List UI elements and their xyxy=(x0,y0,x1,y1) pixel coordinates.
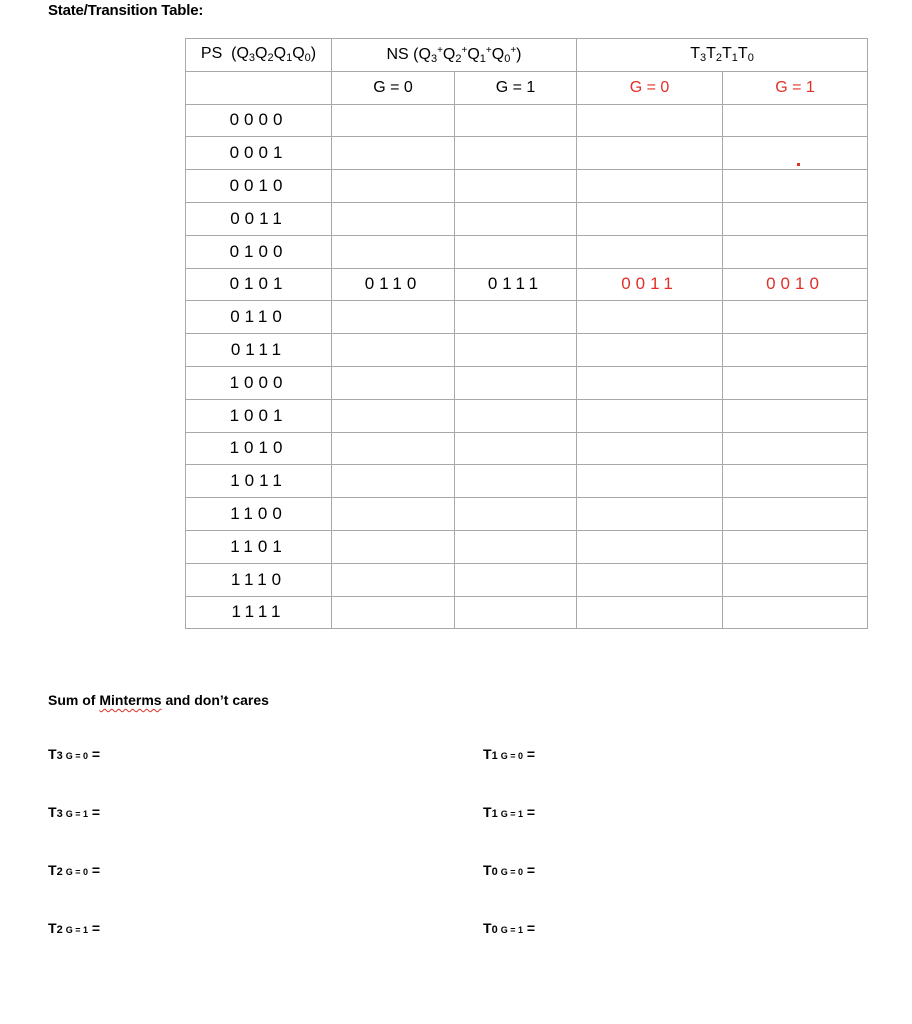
t-g1-cell xyxy=(723,104,868,137)
ps-cell: 1101 xyxy=(186,530,332,563)
ns-g0-header: G = 0 xyxy=(332,71,455,104)
summary-title xyxy=(48,692,269,708)
equation-t: T xyxy=(483,746,492,762)
ps-cell: 0010 xyxy=(186,170,332,203)
equation-eq: = xyxy=(87,746,101,762)
table-row xyxy=(186,432,868,465)
equation-g: G = 0 xyxy=(65,751,88,761)
equation-g: G = 1 xyxy=(65,809,88,819)
equation-label xyxy=(483,746,535,762)
t-g1-cell xyxy=(723,465,868,498)
equation-t: T xyxy=(48,804,57,820)
ns-g1-cell xyxy=(455,137,577,170)
equation-eq: = xyxy=(87,920,101,936)
equation-eq: = xyxy=(522,920,536,936)
t-g0-cell xyxy=(577,399,723,432)
ns-g0-cell xyxy=(332,366,455,399)
equation-g: G = 1 xyxy=(65,925,88,935)
table-row xyxy=(186,465,868,498)
t-g1-cell xyxy=(723,399,868,432)
t-g0-cell xyxy=(577,202,723,235)
ns-g0-cell xyxy=(332,563,455,596)
table-row xyxy=(186,268,868,301)
ns-g0-cell xyxy=(332,399,455,432)
t-g1-header: G = 1 xyxy=(723,71,868,104)
table-row xyxy=(186,104,868,137)
header-row-g xyxy=(186,71,868,104)
ps-cell: 1000 xyxy=(186,366,332,399)
ns-g1-cell xyxy=(455,366,577,399)
ns-g1-cell xyxy=(455,432,577,465)
ps-cell: 0111 xyxy=(186,334,332,367)
t-g1-cell xyxy=(723,235,868,268)
ps-cell: 1010 xyxy=(186,432,332,465)
ps-cell: 0110 xyxy=(186,301,332,334)
ns-g1-header: G = 1 xyxy=(455,71,577,104)
equation-t: T xyxy=(483,862,492,878)
ps-cell: 1011 xyxy=(186,465,332,498)
equation-t: T xyxy=(483,804,492,820)
ns-g0-cell xyxy=(332,432,455,465)
header-row-main xyxy=(186,39,868,72)
ns-g1-cell xyxy=(455,170,577,203)
ns-g1-cell xyxy=(455,202,577,235)
table-row xyxy=(186,530,868,563)
equation-g: G = 1 xyxy=(500,809,523,819)
ns-g0-cell xyxy=(332,104,455,137)
equation-label xyxy=(48,862,100,878)
t-g0-cell: 0011 xyxy=(577,268,723,301)
t-g1-cell xyxy=(723,366,868,399)
state-transition-table xyxy=(185,38,868,629)
ns-g1-cell xyxy=(455,301,577,334)
ps-cell: 0000 xyxy=(186,104,332,137)
equation-t: T xyxy=(48,746,57,762)
equation-n: 3 xyxy=(56,750,63,762)
t-g0-header: G = 0 xyxy=(577,71,723,104)
ns-g1-cell xyxy=(455,334,577,367)
equation-g: G = 0 xyxy=(500,751,523,761)
equation-eq: = xyxy=(522,746,536,762)
stray-dot-mark xyxy=(797,163,800,166)
equation-n: 0 xyxy=(491,924,498,936)
table-row xyxy=(186,301,868,334)
ps-cell: 0101 xyxy=(186,268,332,301)
equation-n: 1 xyxy=(491,808,498,820)
t-header: $T_3T_2T_1T_0$ xyxy=(577,39,868,72)
equation-n: 0 xyxy=(491,866,498,878)
t-g0-cell xyxy=(577,170,723,203)
t-g1-cell: 0010 xyxy=(723,268,868,301)
t-g1-cell xyxy=(723,596,868,629)
equation-label xyxy=(48,746,100,762)
summary-title-minterms: Minterms xyxy=(99,692,162,708)
t-g1-cell xyxy=(723,530,868,563)
table-row xyxy=(186,366,868,399)
table-row xyxy=(186,170,868,203)
equation-label xyxy=(483,920,535,936)
equation-eq: = xyxy=(87,804,101,820)
summary-title-part: and don’t cares xyxy=(161,692,269,708)
ns-header: NS $(Q_3^+Q_2^+Q_1^+Q_0^+)$ xyxy=(332,39,577,72)
t-g0-cell xyxy=(577,465,723,498)
equation-label xyxy=(483,804,535,820)
ns-g1-cell xyxy=(455,596,577,629)
equation-g: G = 0 xyxy=(65,867,88,877)
ps-header: PS $(Q_3Q_2Q_1Q_0)$ xyxy=(186,39,332,72)
t-g1-cell xyxy=(723,432,868,465)
ns-g1-cell xyxy=(455,399,577,432)
t-g0-cell xyxy=(577,334,723,367)
t-g1-cell xyxy=(723,170,868,203)
t-g1-cell xyxy=(723,301,868,334)
t-g0-cell xyxy=(577,498,723,531)
ps-cell: 1001 xyxy=(186,399,332,432)
t-g0-cell xyxy=(577,301,723,334)
t-g0-cell xyxy=(577,366,723,399)
ns-g0-cell: 0110 xyxy=(332,268,455,301)
ns-g0-cell xyxy=(332,465,455,498)
equation-label xyxy=(48,920,100,936)
t-g0-cell xyxy=(577,104,723,137)
ns-g0-cell xyxy=(332,498,455,531)
ps-cell: 0011 xyxy=(186,202,332,235)
table-row xyxy=(186,137,868,170)
ns-g1-cell xyxy=(455,498,577,531)
ns-g0-cell xyxy=(332,202,455,235)
table-row xyxy=(186,563,868,596)
t-g1-cell xyxy=(723,202,868,235)
equation-n: 2 xyxy=(56,866,63,878)
t-g1-cell xyxy=(723,563,868,596)
t-g1-cell xyxy=(723,334,868,367)
table-row xyxy=(186,334,868,367)
equation-n: 1 xyxy=(491,750,498,762)
summary-title-part: Sum of xyxy=(48,692,100,708)
ps-cell: 1110 xyxy=(186,563,332,596)
ns-g1-cell xyxy=(455,235,577,268)
t-g1-cell xyxy=(723,498,868,531)
page-title: State/Transition Table: xyxy=(48,2,204,19)
ps-cell: 0100 xyxy=(186,235,332,268)
ps-cell: 1100 xyxy=(186,498,332,531)
equation-eq: = xyxy=(522,862,536,878)
table-row xyxy=(186,235,868,268)
ns-g1-cell xyxy=(455,104,577,137)
t-g0-cell xyxy=(577,596,723,629)
ns-g1-cell: 0111 xyxy=(455,268,577,301)
ns-g0-cell xyxy=(332,170,455,203)
t-g1-cell xyxy=(723,137,868,170)
ns-g1-cell xyxy=(455,563,577,596)
ns-g1-cell xyxy=(455,465,577,498)
equation-g: G = 0 xyxy=(500,867,523,877)
equation-eq: = xyxy=(522,804,536,820)
t-g0-cell xyxy=(577,235,723,268)
ns-g1-cell xyxy=(455,530,577,563)
equation-label xyxy=(48,804,100,820)
ns-g0-cell xyxy=(332,596,455,629)
t-g0-cell xyxy=(577,530,723,563)
equation-n: 2 xyxy=(56,924,63,936)
equation-g: G = 1 xyxy=(500,925,523,935)
ns-g0-cell xyxy=(332,137,455,170)
table-row xyxy=(186,596,868,629)
equation-t: T xyxy=(48,862,57,878)
ns-g0-cell xyxy=(332,235,455,268)
ns-g0-cell xyxy=(332,530,455,563)
ps-cell: 0001 xyxy=(186,137,332,170)
ns-g0-cell xyxy=(332,301,455,334)
ps-cell: 1111 xyxy=(186,596,332,629)
ns-g0-cell xyxy=(332,334,455,367)
table-row xyxy=(186,498,868,531)
equation-label xyxy=(483,862,535,878)
equation-n: 3 xyxy=(56,808,63,820)
ps-subheader-empty xyxy=(186,71,332,104)
equation-t: T xyxy=(48,920,57,936)
t-g0-cell xyxy=(577,432,723,465)
equation-t: T xyxy=(483,920,492,936)
table-row xyxy=(186,399,868,432)
t-g0-cell xyxy=(577,563,723,596)
table-row xyxy=(186,202,868,235)
t-g0-cell xyxy=(577,137,723,170)
equation-eq: = xyxy=(87,862,101,878)
